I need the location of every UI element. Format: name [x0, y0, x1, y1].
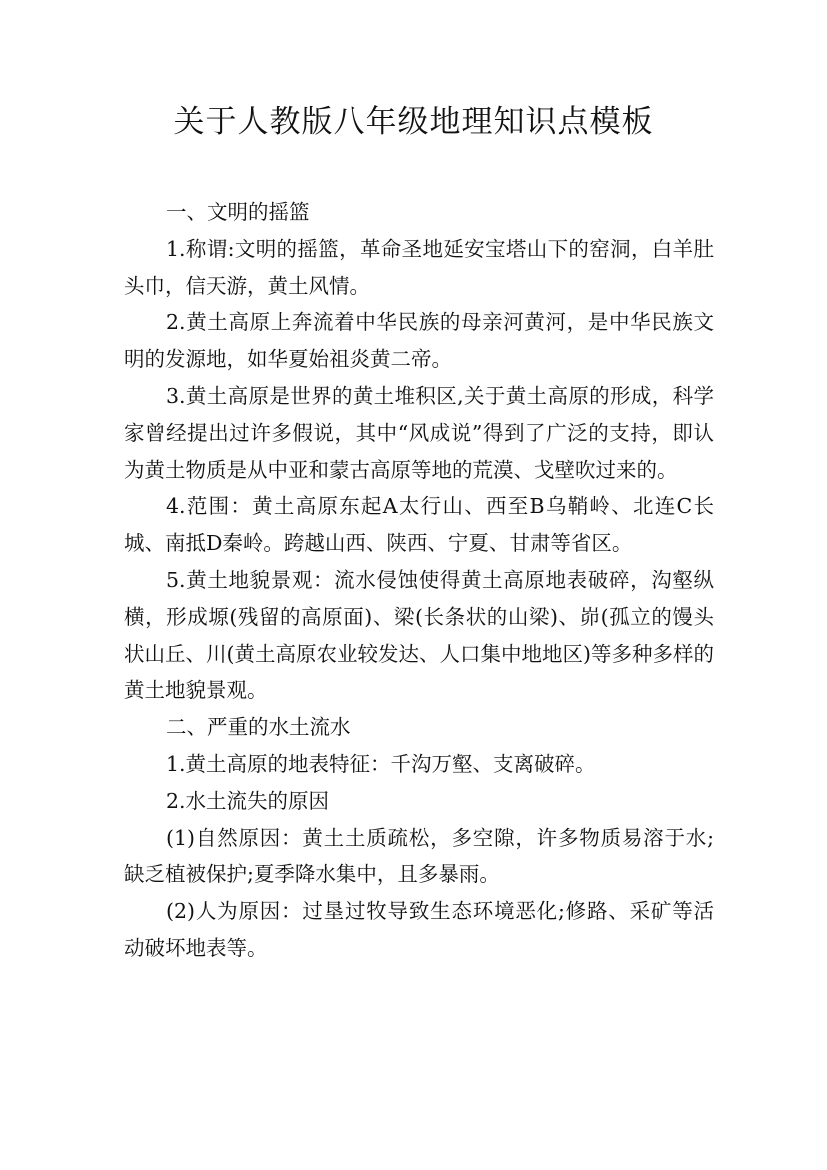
document-title: 关于人教版八年级地理知识点模板	[173, 104, 654, 140]
paragraph-2-2-1: (1)自然原因：黄土土质疏松，多空隙，许多物质易溶于水;缺乏植被保护;夏季降水集中，且多暴雨。	[124, 825, 714, 887]
paragraph-2-2: 2.水土流失的原因	[166, 788, 330, 813]
document-body	[124, 194, 714, 967]
paragraph-1-4: 4.范围：黄土高原东起A太行山、西至B乌鞘岭、北连C长城、南抵D秦岭。跨越山西、陕西、宁夏、甘肃等省区。	[124, 494, 714, 556]
paragraph-2-2-2: (2)人为原因：过垦过牧导致生态环境恶化;修路、采矿等活动破坏地表等。	[124, 899, 714, 960]
paragraph-1-1: 1.称谓:文明的摇篮，革命圣地延安宝塔山下的窑洞，白羊肚头巾，信天游，黄土风情。	[124, 236, 714, 298]
paragraph-1-3: 3.黄土高原是世界的黄土堆积区,关于黄土高原的形成，科学家曾经提出过许多假说，其中“风成说”得到了广泛的支持，即认为黄土物质是从中亚和蒙古高原等地的荒漠、戈壁吹过来的。	[124, 383, 714, 482]
section-heading-2: 二、严重的水土流水	[166, 715, 351, 740]
paragraph-1-2: 2.黄土高原上奔流着中华民族的母亲河黄河，是中华民族文明的发源地，如华夏始祖炎黄二帝。	[124, 310, 714, 372]
paragraph-1-5: 5.黄土地貌景观：流水侵蚀使得黄土高原地表破碎，沟壑纵横，形成塬(残留的高原面)、梁(长条状的山梁)、峁(孤立的馒头状山丘、川(黄土高原农业较发达、人口集中地地区)等多种多样的黄土地貌景观。	[124, 567, 714, 703]
paragraph-2-1: 1.黄土高原的地表特征：千沟万壑、支离破碎。	[166, 751, 596, 776]
section-heading-1: 一、文明的摇篮	[166, 200, 310, 224]
